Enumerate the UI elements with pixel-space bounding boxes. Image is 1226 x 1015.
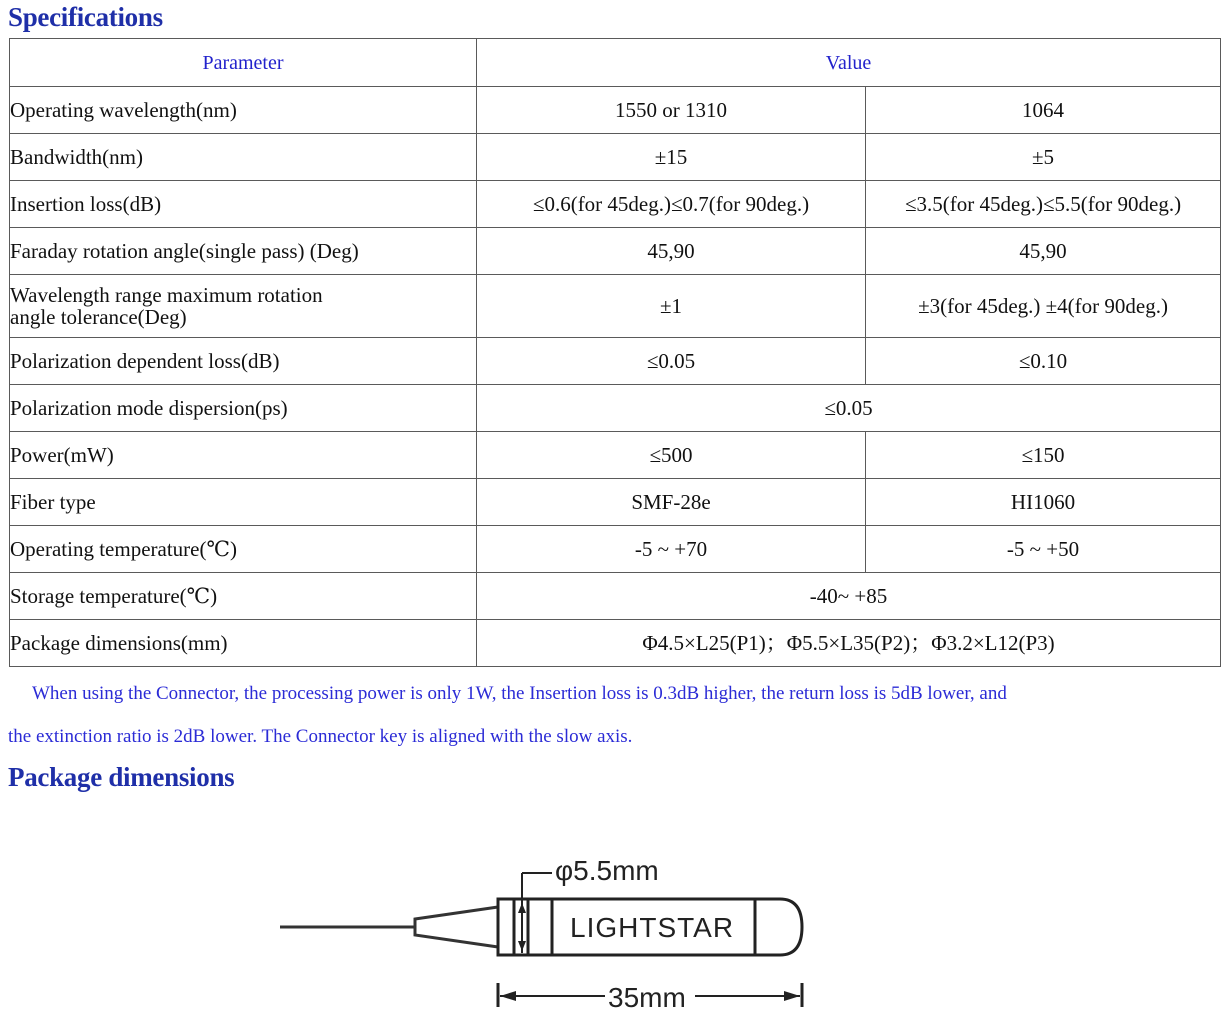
diameter-label: φ5.5mm [555,855,659,886]
param-cell: Faraday rotation angle(single pass) (Deg) [10,228,477,275]
param-cell [10,275,477,338]
package-drawing [270,835,830,1015]
value-cell: ≤0.10 [866,338,1221,385]
table-row [10,385,1221,432]
table-row [10,338,1221,385]
value-cell: ≤0.05 [477,338,866,385]
value-cell: 45,90 [477,228,866,275]
value-cell: 1550 or 1310 [477,87,866,134]
value-cell: Φ4.5×L25(P1)；Φ5.5×L35(P2)；Φ3.2×L12(P3) [477,620,1221,667]
table-row [10,134,1221,181]
fiber-boot [415,907,498,947]
param-line: angle tolerance(Deg) [10,305,187,329]
connector-note-line2: the extinction ratio is 2dB lower. The Connector key is aligned with the slow axis. [8,726,633,747]
specifications-heading: Specifications [8,2,163,32]
table-row [10,181,1221,228]
header-parameter: Parameter [10,39,477,87]
table-row [10,87,1221,134]
value-cell: SMF-28e [477,479,866,526]
value-cell: ≤0.05 [477,385,1221,432]
param-cell: Storage temperature(℃) [10,573,477,620]
arrow-left-icon [500,991,516,1001]
table-row [10,526,1221,573]
value-cell: 1064 [866,87,1221,134]
header-value: Value [477,39,1221,87]
value-cell: ±5 [866,134,1221,181]
param-cell: Polarization mode dispersion(ps) [10,385,477,432]
param-cell: Insertion loss(dB) [10,181,477,228]
value-cell: ±3(for 45deg.) ±4(for 90deg.) [866,275,1221,338]
table-row [10,432,1221,479]
value-cell: ±1 [477,275,866,338]
value-cell: ±15 [477,134,866,181]
value-cell: HI1060 [866,479,1221,526]
value-cell: 45,90 [866,228,1221,275]
specifications-table [9,38,1221,667]
param-cell: Bandwidth(nm) [10,134,477,181]
param-cell: Package dimensions(mm) [10,620,477,667]
param-line: Wavelength range maximum rotation [10,283,323,307]
value-cell: ≤3.5(for 45deg.)≤5.5(for 90deg.) [866,181,1221,228]
table-row [10,479,1221,526]
param-cell: Operating temperature(℃) [10,526,477,573]
value-cell: ≤500 [477,432,866,479]
param-cell: Operating wavelength(nm) [10,87,477,134]
table-header-row [10,39,1221,87]
package-dimensions-heading: Package dimensions [8,762,235,792]
arrow-right-icon [784,991,800,1001]
value-cell: -5 ~ +70 [477,526,866,573]
param-cell: Fiber type [10,479,477,526]
connector-note-line1: When using the Connector, the processing power is only 1W, the Insertion loss is 0.3dB higher, the return loss is 5dB lower, and [32,683,1007,704]
table-row [10,620,1221,667]
brand-label: LIGHTSTAR [570,912,735,943]
table-row [10,228,1221,275]
param-cell: Polarization dependent loss(dB) [10,338,477,385]
table-row [10,573,1221,620]
value-cell: -40~ +85 [477,573,1221,620]
table-row [10,275,1221,338]
value-cell: ≤0.6(for 45deg.)≤0.7(for 90deg.) [477,181,866,228]
value-cell: ≤150 [866,432,1221,479]
param-cell: Power(mW) [10,432,477,479]
length-label: 35mm [608,982,686,1013]
value-cell: -5 ~ +50 [866,526,1221,573]
